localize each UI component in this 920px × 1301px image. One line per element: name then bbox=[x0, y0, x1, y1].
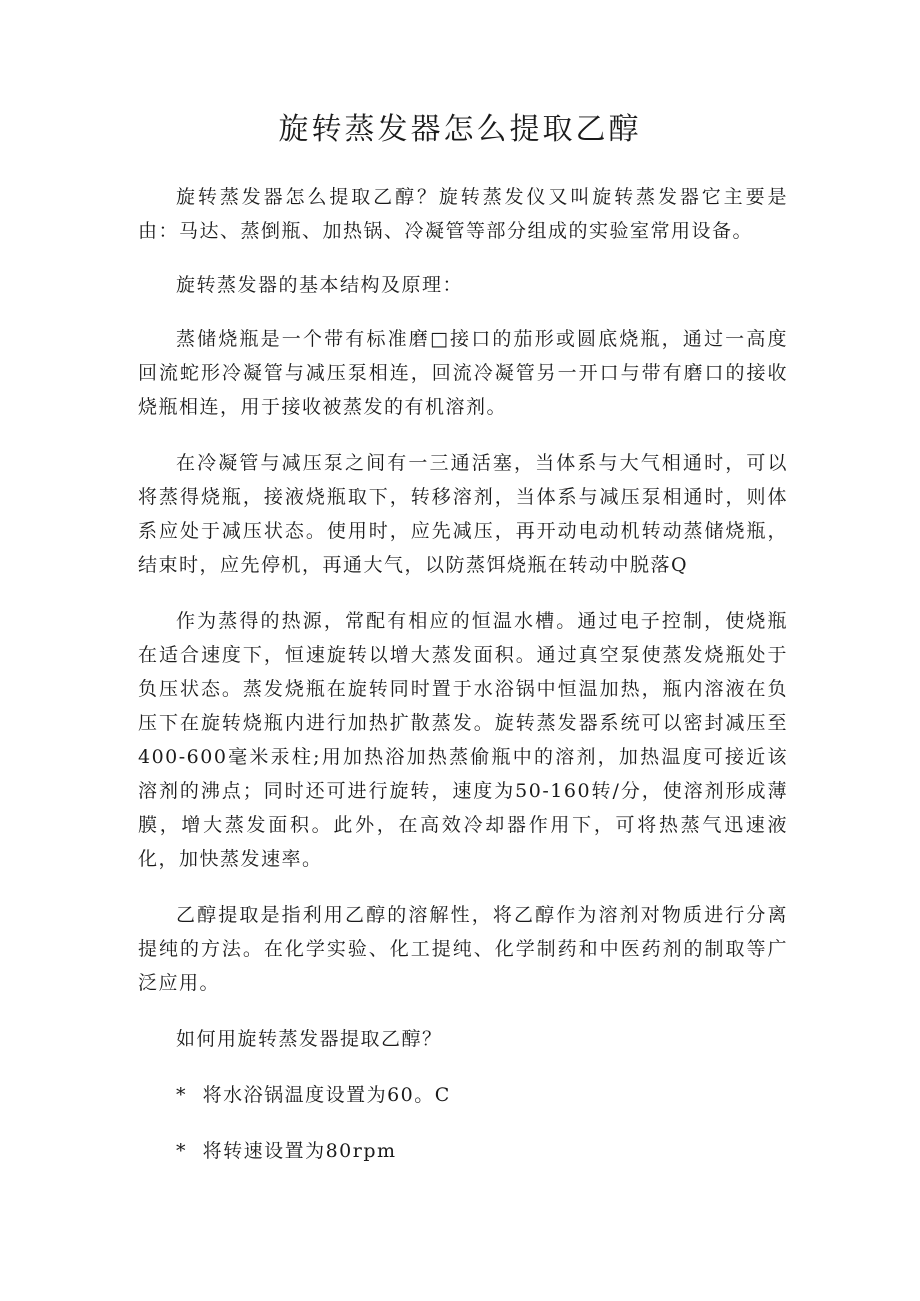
document-title: 旋转蒸发器怎么提取乙醇 bbox=[278, 112, 642, 147]
document-body bbox=[138, 180, 788, 1190]
paragraph-valve: 在冷凝管与减压泵之间有一三通活塞，当体系与大气相通时，可以将蒸得烧瓶，接液烧瓶取下，转移溶剂，当体系与减压泵相通时，则体系应处于减压状态。使用时，应先减压，再开动电动机转动蒸储烧瓶，结束时，应先停机，再通大气，以防蒸饵烧瓶在转动中脱落Q bbox=[138, 452, 788, 576]
bullet-item-temperature bbox=[138, 1078, 788, 1112]
bullet-text: 将水浴锅温度设置为60。C bbox=[202, 1084, 451, 1106]
paragraph-heat-source: 作为蒸得的热源，常配有相应的恒温水槽。通过电子控制，使烧瓶在适合速度下，恒速旋转以增大蒸发面积。通过真空泵使蒸发烧瓶处于负压状态。蒸发烧瓶在旋转同时置于水浴锅中恒温加热，瓶内溶液在负压下在旋转烧瓶内进行加热扩散蒸发。旋转蒸发器系统可以密封减压至400-600毫米汞柱;用加热浴加热蒸偷瓶中的溶剂，加热温度可接近该溶剂的沸点；同时还可进行旋转，速度为50-160转/分，使溶剂形成薄膜，增大蒸发面积。此外，在高效冷却器作用下，可将热蒸气迅速液化，加快蒸发速率。 bbox=[138, 610, 788, 870]
bullet-text: 将转速设置为80rpm bbox=[202, 1140, 397, 1162]
paragraph-how-to: 如何用旋转蒸发器提取乙醇？ bbox=[176, 1028, 443, 1050]
paragraph-ethanol-extraction: 乙醇提取是指利用乙醇的溶解性，将乙醇作为溶剂对物质进行分离提纯的方法。在化学实验、化工提纯、化学制药和中医药剂的制取等广泛应用。 bbox=[138, 904, 788, 994]
bullet-item-speed bbox=[138, 1134, 788, 1168]
paragraph-intro: 旋转蒸发器怎么提取乙醇？旋转蒸发仪又叫旋转蒸发器它主要是由：马达、蒸倒瓶、加热锅、冷凝管等部分组成的实验室常用设备。 bbox=[138, 186, 788, 242]
bullet-mark: * bbox=[176, 1084, 187, 1106]
paragraph-structure-heading: 旋转蒸发器的基本结构及原理： bbox=[176, 274, 464, 296]
bullet-mark: * bbox=[176, 1140, 187, 1162]
paragraph-flask: 蒸储烧瓶是一个带有标准磨□接口的茄形或圆底烧瓶，通过一高度回流蛇形冷凝管与减压泵相连，回流冷凝管另一开口与带有磨口的接收烧瓶相连，用于接收被蒸发的有机溶剂。 bbox=[138, 328, 788, 418]
